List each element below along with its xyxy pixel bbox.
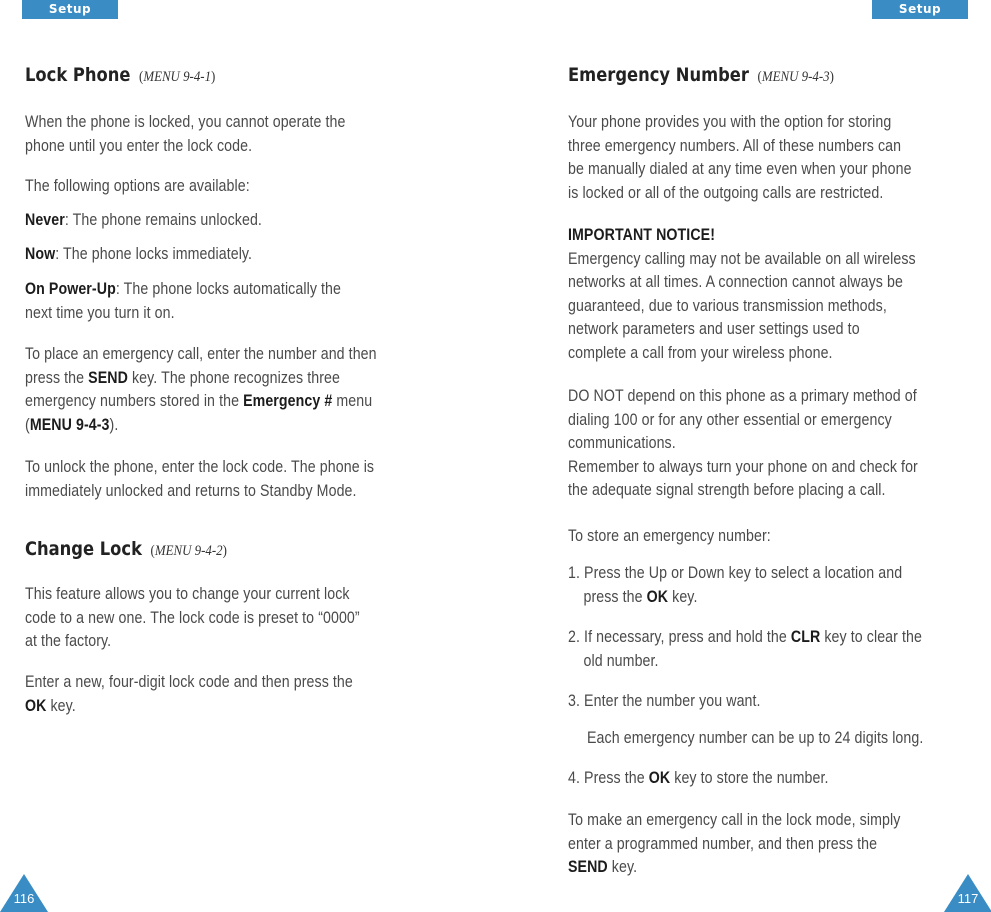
options-intro: The following options are available: xyxy=(25,177,250,195)
option-now: Now: The phone locks immediately. xyxy=(25,245,253,263)
important-notice-title: IMPORTANT NOTICE! xyxy=(568,226,716,244)
change-lock-intro: This feature allows you to change your current lock code to a new one. The lock code is preset to “0000” at the factory. xyxy=(25,585,360,650)
option-never: Never: The phone remains unlocked. xyxy=(25,211,262,229)
change-lock-instruction: Enter a new, four-digit lock code and then press the OK key. xyxy=(25,673,353,715)
change-lock-heading: Change Lock (MENU 9-4-2) xyxy=(25,538,227,560)
emergency-number-heading: Emergency Number (MENU 9-4-3) xyxy=(568,64,834,86)
step-3: 3. Enter the number you want. xyxy=(568,692,761,710)
page-number-left: 116 xyxy=(13,891,35,906)
menu-reference: (MENU 9-4-3) xyxy=(757,69,834,85)
emergency-call-paragraph: To place an emergency call, enter the number and then press the SEND key. The phone recognizes three emergency numbers stored in the Emergency # menu (MENU 9-4-3). xyxy=(25,345,377,434)
step-4: 4. Press the OK key to store the number. xyxy=(568,769,829,787)
section-tab-left: Setup xyxy=(22,0,118,19)
lock-phone-heading: Lock Phone (MENU 9-4-1) xyxy=(25,64,216,86)
store-intro: To store an emergency number: xyxy=(568,527,771,545)
unlock-paragraph: To unlock the phone, enter the lock code. The phone is immediately unlocked and returns to Standby Mode. xyxy=(25,458,375,500)
lock-mode-call-paragraph: To make an emergency call in the lock mode, simply enter a programmed number, and then press the SEND key. xyxy=(568,811,901,876)
section-tab-right: Setup xyxy=(872,0,968,19)
important-notice: IMPORTANT NOTICE! Emergency calling may not be available on all wireless networks at all times. A connection cannot always be guaranteed, due to various transmission methods, network parameters and user settings used to complete a call from your wireless phone. xyxy=(568,226,916,362)
step-1: 1. Press the Up or Down key to select a location and press the OK key. xyxy=(568,564,903,606)
page-number-right: 117 xyxy=(957,891,979,906)
option-on-power-up: On Power-Up: The phone locks automatically the next time you turn it on. xyxy=(25,280,342,322)
step-2: 2. If necessary, press and hold the CLR key to clear the old number. xyxy=(568,628,922,670)
emergency-intro: Your phone provides you with the option for storing three emergency numbers. All of these numbers can be manually dialed at any time even when your phone is locked or all of the outgoing calls are restricted. xyxy=(568,113,912,202)
warning-paragraph: DO NOT depend on this phone as a primary method of dialing 100 or for any other essential or emergency communications. Remember to always turn your phone on and check for the adequate signal strength before placing a call. xyxy=(568,387,918,499)
lock-phone-intro: When the phone is locked, you cannot operate the phone until you enter the lock code. xyxy=(25,113,346,155)
menu-reference: (MENU 9-4-2) xyxy=(150,543,227,559)
step-3-note: Each emergency number can be up to 24 digits long. xyxy=(587,729,924,747)
menu-reference: (MENU 9-4-1) xyxy=(139,69,216,85)
